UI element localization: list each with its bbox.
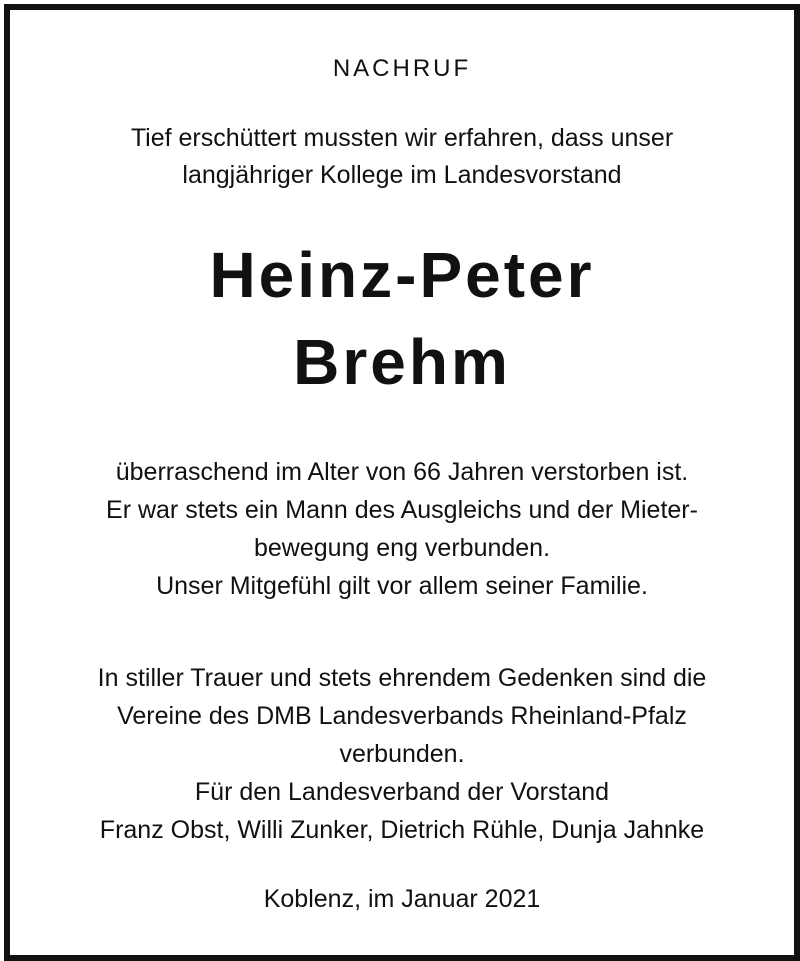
intro-line: Tief erschüttert mussten wir erfahren, dass unser bbox=[130, 124, 674, 152]
intro-line: langjähriger Kollege im Landesvorstand bbox=[182, 161, 622, 189]
body-line: Unser Mitgefühl gilt vor allem seiner Familie. bbox=[156, 572, 648, 600]
obituary-body bbox=[10, 453, 794, 605]
intro-text bbox=[10, 120, 794, 194]
body-line: bewegung eng verbunden. bbox=[253, 534, 551, 562]
obituary-frame bbox=[4, 4, 800, 961]
place-date-text: Koblenz, im Januar 2021 bbox=[263, 885, 541, 913]
mourning-line: Vereine des DMB Landesverbands Rheinland-Pfalz bbox=[117, 702, 687, 730]
mourning-text bbox=[10, 659, 794, 849]
obituary-heading bbox=[10, 54, 794, 84]
deceased-name bbox=[10, 232, 794, 406]
body-line: Er war stets ein Mann des Ausgleichs und der Mieter- bbox=[106, 496, 698, 524]
mourning-line: verbunden. bbox=[339, 740, 465, 768]
mourning-line: Für den Landesverband der Vorstand bbox=[194, 778, 610, 806]
deceased-last-name: Brehm bbox=[293, 326, 511, 398]
heading-text: NACHRUF bbox=[332, 55, 472, 82]
mourning-line: In stiller Trauer und stets ehrendem Gedenken sind die bbox=[97, 664, 707, 692]
body-line: überraschend im Alter von 66 Jahren verstorben ist. bbox=[115, 458, 689, 486]
place-date bbox=[10, 882, 794, 916]
deceased-first-name: Heinz-Peter bbox=[209, 239, 595, 311]
signatories-line: Franz Obst, Willi Zunker, Dietrich Rühle, Dunja Jahnke bbox=[99, 816, 705, 844]
